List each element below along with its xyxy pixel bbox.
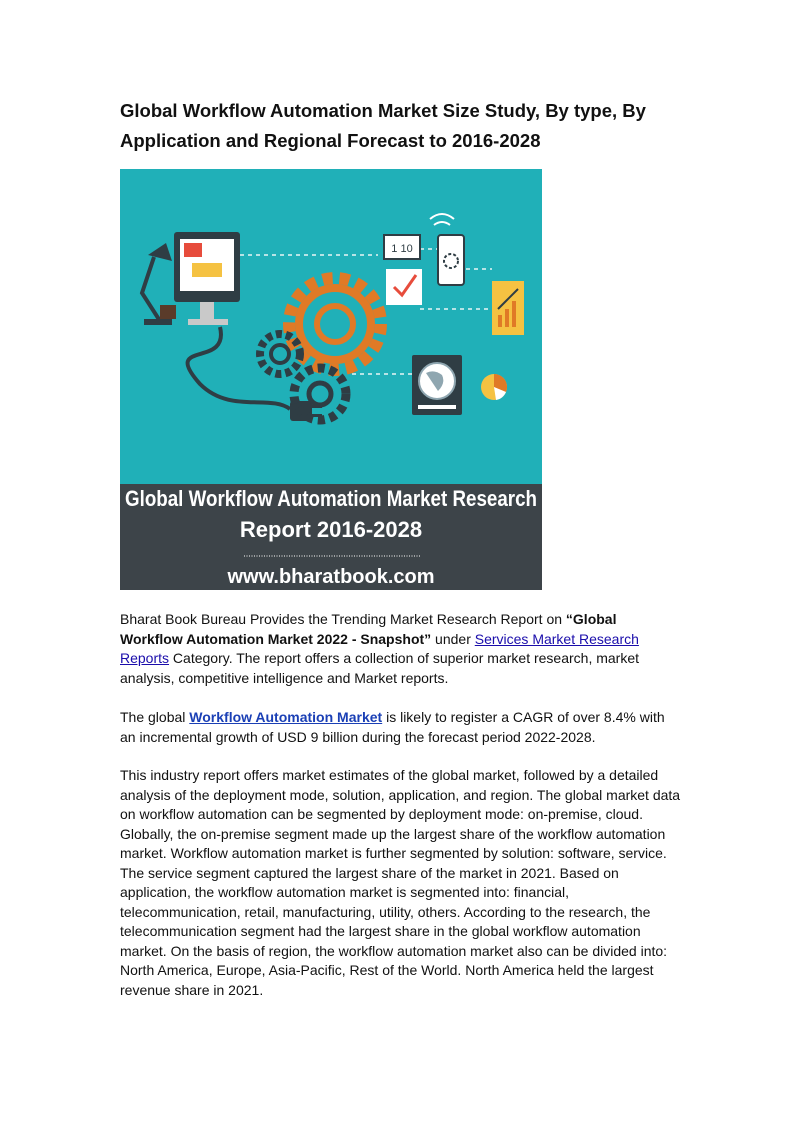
workflow-automation-market-link[interactable]: Workflow Automation Market <box>189 709 383 725</box>
intro-mid: under <box>431 630 475 647</box>
banner-background <box>120 169 542 484</box>
growth-chart-icon <box>492 281 524 335</box>
pie-chart-icon <box>481 374 507 400</box>
industry-analysis-paragraph: This industry report offers market estimates of the global market, followed by a detailed analysis of the deployment mode, solution, application, and region. The global market data on workflow automation can be segmented by deployment mode: on-premise, cloud. Globally, the on-premise segment made up the largest share of the workflow automation market. Workflow automation market is further segmented by solution: software, service. The service segment captured the largest share of the market in 2021. Based on application, the workflow automation market is segmented into: financial, telecommunication, retail, manufacturing, utility, others. According to the research, the telecommunication segment had the largest share in the global workflow automation market. On the basis of region, the workflow automation market also can be divided into: North America, Europe, Asia-Pacific, Rest of the World. North America held the largest revenue share in 2021. <box>120 767 681 998</box>
report-name: “Global Workflow Automation Market 2022 - Snapshot” <box>120 611 617 647</box>
page-title <box>120 96 680 156</box>
checkmark-card-icon <box>386 269 422 305</box>
title-line-1: Global Workflow Automation Market Size Study, By type, By <box>120 100 646 121</box>
intro-paragraph <box>120 610 682 688</box>
cagr-lead: The global <box>120 709 190 725</box>
banner-url: www.bharatbook.com <box>227 566 435 588</box>
intro-lead: Bharat Book Bureau Provides the Trending Market Research Report on <box>120 611 566 627</box>
title-line-2: Application and Regional Forecast to 2016-2028 <box>120 130 541 151</box>
intro-tail: Category. The report offers a collection of superior market research, market analysis, competitive intelligence and Market reports. <box>120 650 640 686</box>
cagr-tail: is likely to register a CAGR of over 8.4% with an incremental growth of USD 9 billion during the forecast period 2022-2028. <box>120 709 665 745</box>
services-market-research-reports-link[interactable]: Services Market Research Reports <box>120 630 639 666</box>
clock-icon <box>384 235 420 259</box>
globe-screen-icon <box>412 355 462 415</box>
cagr-paragraph <box>120 708 682 747</box>
banner-headline-line-1: Global Workflow Automation Market Research <box>125 486 537 511</box>
report-banner-image <box>120 169 542 590</box>
banner-headline-line-2: Report 2016-2028 <box>239 517 423 542</box>
clock-text: 1 10 <box>391 243 413 255</box>
